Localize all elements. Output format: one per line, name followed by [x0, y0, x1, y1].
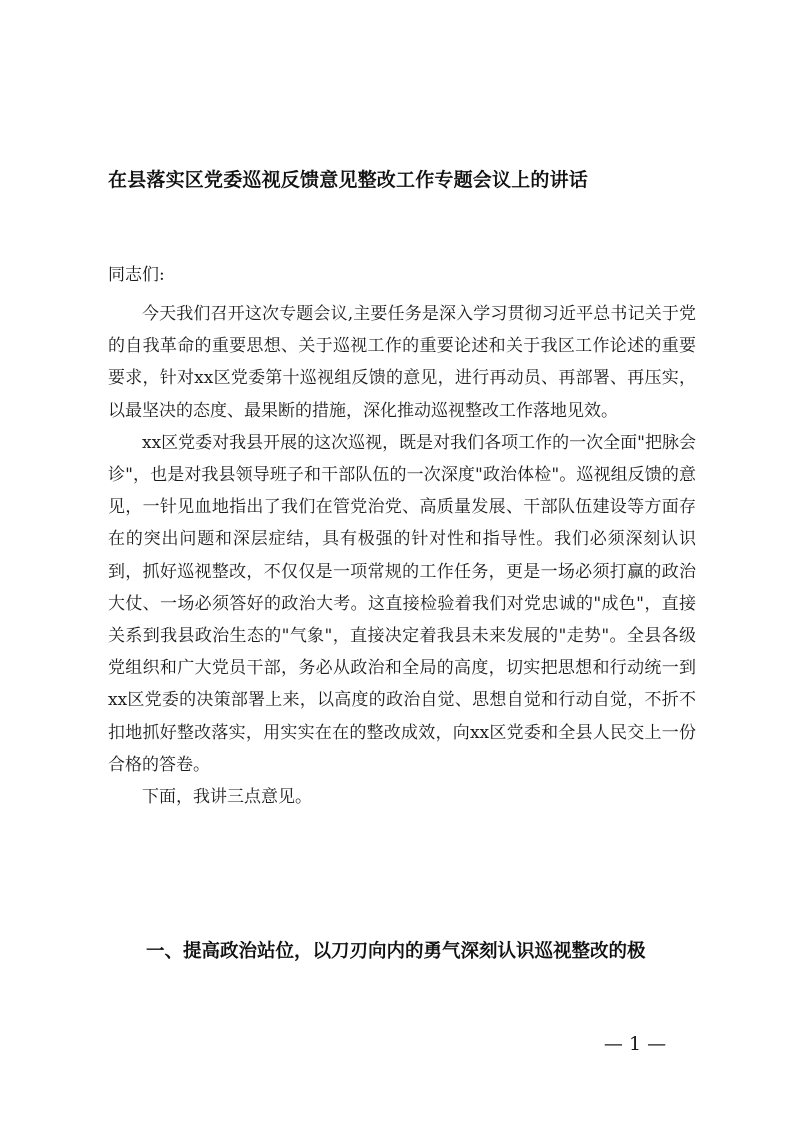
paragraph-transition: 下面，我讲三点意见。: [142, 787, 312, 808]
section-heading-1: 一、提高政治站位，以刀刃向内的勇气深刻认识巡视整改的极: [146, 941, 646, 962]
document-body: [108, 298, 696, 813]
paragraph-intro: 今天我们召开这次专题会议,主要任务是深入学习贯彻习近平总书记关于党的自我革命的重要思想、关于巡视工作的重要论述和关于我区工作论述的重要要求，针对xx区党委第十巡视组反馈的意见，进行再动员、再部署、再压实，以最坚决的态度、最果断的措施，深化推动巡视整改工作落地见效。: [108, 304, 696, 421]
document-title: 在县落实区党委巡视反馈意见整改工作专题会议上的讲话: [108, 169, 589, 191]
paragraph-inspection: xx区党委对我县开展的这次巡视，既是对我们各项工作的一次全面"把脉会诊"，也是对我县领导班子和干部队伍的一次深度"政治体检"。巡视组反馈的意见，一针见血地指出了我们在管党治党、高质量发展、干部队伍建设等方面存在的突出问题和深层症结，具有极强的针对性和指导性。我们必须深刻认识到，抓好巡视整改，不仅仅是一项常规的工作任务，更是一场必须打赢的政治大仗、一场必须答好的政治大考。这直接检验着我们对党忠诚的"成色"，直接关系到我县政治生态的"气象"，直接决定着我县未来发展的"走势"。全县各级党组织和广大党员干部，务必从政治和全局的高度，切实把思想和行动统一到xx区党委的决策部署上来，以高度的政治自觉、思想自觉和行动自觉，不折不扣地抓好整改落实，用实实在在的整改成效，向xx区党委和全县人民交上一份合格的答卷。: [108, 432, 696, 775]
page-number: — 1 —: [603, 1033, 667, 1055]
salutation: 同志们:: [108, 265, 165, 285]
